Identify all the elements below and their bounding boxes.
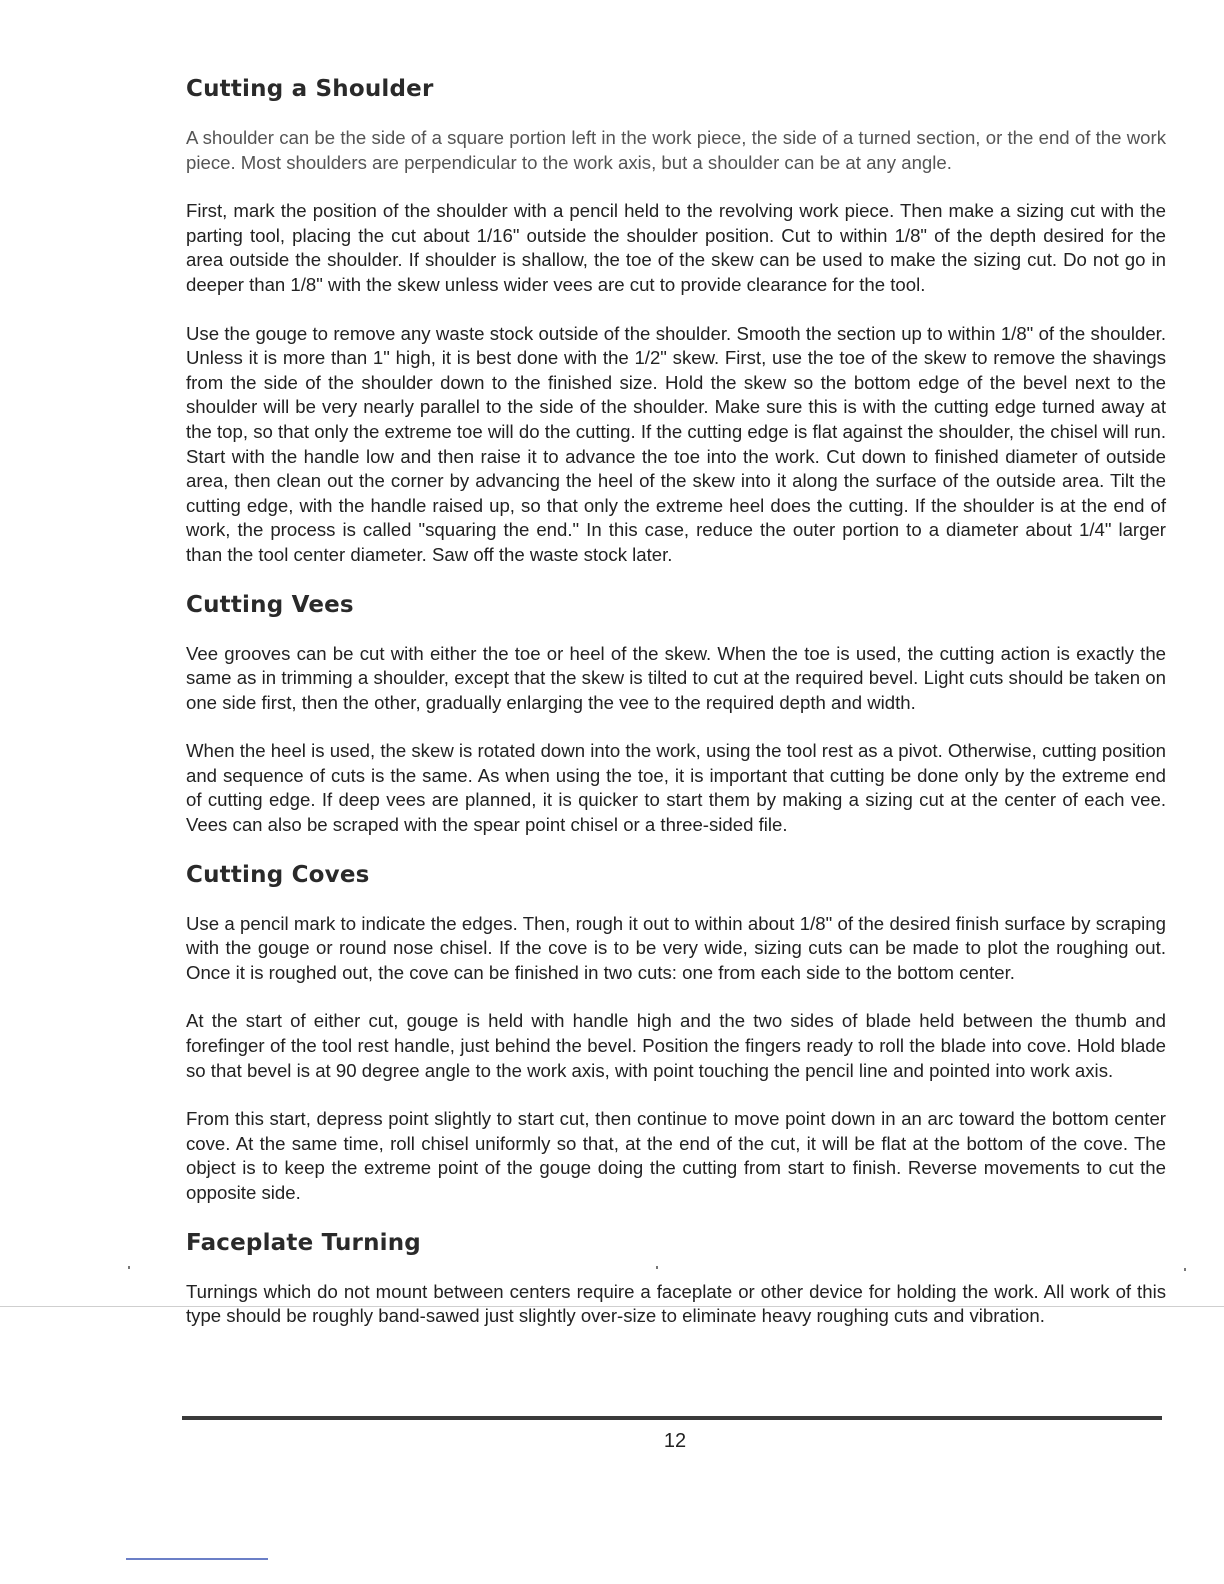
page-number: 12 [663, 1430, 687, 1452]
section-heading: Cutting Vees [186, 591, 354, 618]
paragraph: At the start of either cut, gouge is held with handle high and the two sides of blade held between the thumb and forefinger of the tool rest handle, just behind the bevel. Position the fingers ready to roll the blade into cove. Hold blade so that bevel is at 90 degree angle to the work axis, with point touching the pencil line and pointed into work axis. [186, 1010, 1166, 1081]
paragraph: Use a pencil mark to indicate the edges. Then, rough it out to within about 1/8" of the desired finish surface by scraping with the gouge or round nose chisel. If the cove is to be very wide, sizing cuts can be made to plot the roughing out. Once it is roughed out, the cove can be finished in two cuts: one from each side to the bottom center. [186, 912, 1166, 983]
scan-edge-mark [126, 1558, 268, 1560]
section-faceplate-turning [186, 1230, 1166, 1329]
scan-speck [1184, 1268, 1186, 1271]
paragraph: Turnings which do not mount between centers require a faceplate or other device for holding the work. All work of this type should be roughly band-sawed just slightly over-size to eliminate heavy roughing cuts and vibration. [186, 1280, 1166, 1327]
scan-speck [128, 1266, 130, 1269]
section-heading: Faceplate Turning [186, 1229, 421, 1256]
paragraph: A shoulder can be the side of a square portion left in the work piece, the side of a turned section, or the end of the work piece. Most shoulders are perpendicular to the work axis, but a shoulder can be at any angle. [186, 127, 1166, 173]
paragraph: Use the gouge to remove any waste stock outside of the shoulder. Smooth the section up to within 1/8" of the shoulder. Unless it is more than 1" high, it is best done with the 1/2" skew. First, use the toe of the skew to remove the shavings from the side of the shoulder down to the finished size. Hold the skew so the bottom edge of the bevel next to the shoulder will be very nearly parallel to the side of the shoulder. Make sure this is with the cutting edge turned away at the top, so that only the extreme toe will do the cutting. If the cutting edge is flat against the shoulder, the chisel will run. Start with the handle low and then raise it to advance the toe into the work. Cut down to finished diameter of outside area, then clean out the corner by advancing the heel of the skew into it along the surface of the outside area. Tilt the cutting edge, with the handle raised up, so that only the extreme heel does the cutting. If the shoulder is at the end of work, the process is called "squaring the end." In this case, reduce the outer portion to a diameter about 1/4" larger than the tool center diameter. Saw off the waste stock later. [186, 322, 1166, 565]
paragraph: Vee grooves can be cut with either the toe or heel of the skew. When the toe is used, the cutting action is exactly the same as in trimming a shoulder, except that the skew is tilted to cut at the required bevel. Light cuts should be taken on one side first, then the other, gradually enlarging the vee to the required depth and width. [186, 642, 1166, 713]
section-cutting-a-shoulder [186, 76, 1166, 568]
section-heading: Cutting Coves [186, 861, 370, 888]
section-cutting-vees [186, 592, 1166, 838]
paragraph: From this start, depress point slightly to start cut, then continue to move point down in an arc toward the bottom center cove. At the same time, roll chisel uniformly so that, at the end of the cut, it will be flat at the bottom of the cove. The object is to keep the extreme point of the gouge doing the cutting from start to finish. Reverse movements to cut the opposite side. [186, 1108, 1166, 1203]
footer-rule [182, 1416, 1162, 1420]
section-cutting-coves [186, 862, 1166, 1206]
scan-speck [656, 1266, 658, 1269]
paragraph: When the heel is used, the skew is rotated down into the work, using the tool rest as a pivot. Otherwise, cutting position and sequence of cuts is the same. As when using the toe, it is important that cutting be done only by the extreme end of cutting edge. If deep vees are planned, it is quicker to start them by making a sizing cut at the center of each vee. Vees can also be scraped with the spear point chisel or a three-sided file. [186, 740, 1166, 836]
paragraph: First, mark the position of the shoulder with a pencil held to the revolving work piece. Then make a sizing cut with the parting tool, placing the cut about 1/16" outside the shoulder position. Cut to within 1/8" of the depth desired for the area outside the shoulder. If shoulder is shallow, the toe of the skew can be used to make the sizing cut. Do not go in deeper than 1/8" with the skew unless wider vees are cut to provide clearance for the tool. [186, 200, 1166, 295]
document-page [186, 72, 1166, 1353]
section-heading: Cutting a Shoulder [186, 76, 434, 102]
